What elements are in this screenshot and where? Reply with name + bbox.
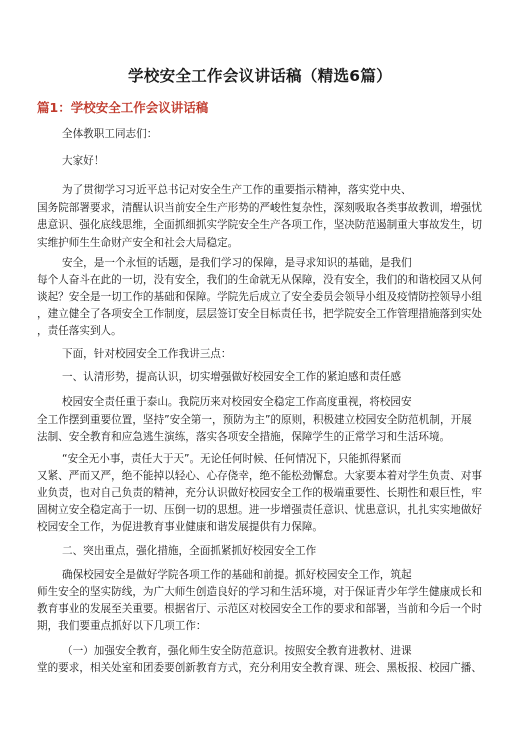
subheading-two: 二、突出重点，强化措施，全面抓紧抓好校园安全工作	[62, 545, 317, 557]
paragraph-line: 校园安全工作，为促进教育事业健康和谐发展提供有力保障。	[37, 521, 324, 533]
paragraph-line: 为了贯彻学习习近平总书记对安全生产工作的重要指示精神，落实党中央、	[62, 184, 412, 196]
paragraph-line: 实维护师生生命财产安全和社会大局稳定。	[37, 237, 239, 249]
paragraph-line: 教育事业的发展至关重要。根据省厅、示范区对校园安全工作的要求和部署，当前和今后一个时	[37, 603, 482, 615]
salutation: 全体教职工同志们：	[62, 128, 158, 140]
paragraph-line: 下面，针对校园安全工作我讲三点：	[62, 348, 232, 360]
paragraph-line: 期，我们要重点抓好以下几项工作：	[37, 620, 207, 632]
paragraph-line: 校园安全责任重于泰山。我院历来对校园安全稳定工作高度重视，将校园安	[62, 396, 412, 408]
paragraph-line: 固树立安全稳定高于一切、压倒一切的思想。进一步增强责任意识、忧患意识，扎扎实实地做好	[37, 504, 482, 516]
paragraph-line: 患意识、强化底线思维，全面抓细抓实学院安全生产各项工作，坚决防范遏制重大事故发生，切	[37, 219, 482, 231]
paragraph-line: 业负责，也对自己负责的精神，充分认识做好校园安全工作的极端重要性、长期性和艰巨性，牢	[37, 487, 482, 499]
paragraph-line: 堂的要求，相关处室和团委要创新教育方式，充分利用安全教育课、班会、黑板报、校园广播、	[37, 662, 482, 674]
paragraph-line: “安全无小事，责任大于天”。无论任何时候、任何情况下，只能抓得紧而	[62, 453, 402, 465]
paragraph-line: ，建立健全了各项安全工作制度，层层签订安全目标责任书，把学院安全工作管理措施落到实处	[37, 308, 482, 320]
paragraph-line: 又紧、严而又严，绝不能掉以轻心、心存侥幸，绝不能松劲懈怠。大家要本着对学生负责、对事	[37, 470, 482, 482]
paragraph-line: 师生安全的坚实防线，为广大师生创造良好的学习和生活环境，对于保证青少年学生健康成长和	[37, 586, 482, 598]
paragraph-line: 谈起？安全是一切工作的基础和保障。学院先后成立了安全委员会领导小组及疫情防控领导小组	[37, 291, 482, 303]
subheading-one: 一、认清形势，提高认识，切实增强做好校园安全工作的紧迫感和责任感	[62, 371, 401, 383]
paragraph-line: 全工作摆到重要位置，坚持”安全第一，预防为主”的原则，积极建立校园安全防范机制，开展	[37, 414, 472, 426]
paragraph-line: ，责任落实到人。	[37, 325, 122, 337]
page-title: 学校安全工作会议讲话稿（精选6篇）	[128, 67, 392, 85]
paragraph-line: 每个人奋斗在此的一切，没有安全，我们的生命就无从保障，没有安全，我们的和谐校园又从何	[37, 274, 482, 286]
section-heading: 篇1：学校安全工作会议讲话稿	[37, 100, 209, 115]
paragraph-line: 国务院部署要求，清醒认识当前安全生产形势的严峻性复杂性，深刻吸取各类事故教训，增强忧	[37, 202, 482, 214]
paragraph-line: 法制、安全教育和应急逃生演练，落实各项安全措施，保障学生的正常学习和生活环境。	[37, 431, 451, 443]
greeting: 大家好！	[62, 155, 105, 167]
paragraph-line: 确保校园安全是做好学院各项工作的基础和前提。抓好校园安全工作，筑起	[62, 569, 412, 581]
paragraph-line: （一）加强安全教育，强化师生安全防范意识。按照安全教育进教材、进课	[62, 645, 412, 657]
paragraph-line: 安全，是一个永恒的话题，是我们学习的保障，是寻求知识的基础，是我们	[62, 257, 412, 269]
